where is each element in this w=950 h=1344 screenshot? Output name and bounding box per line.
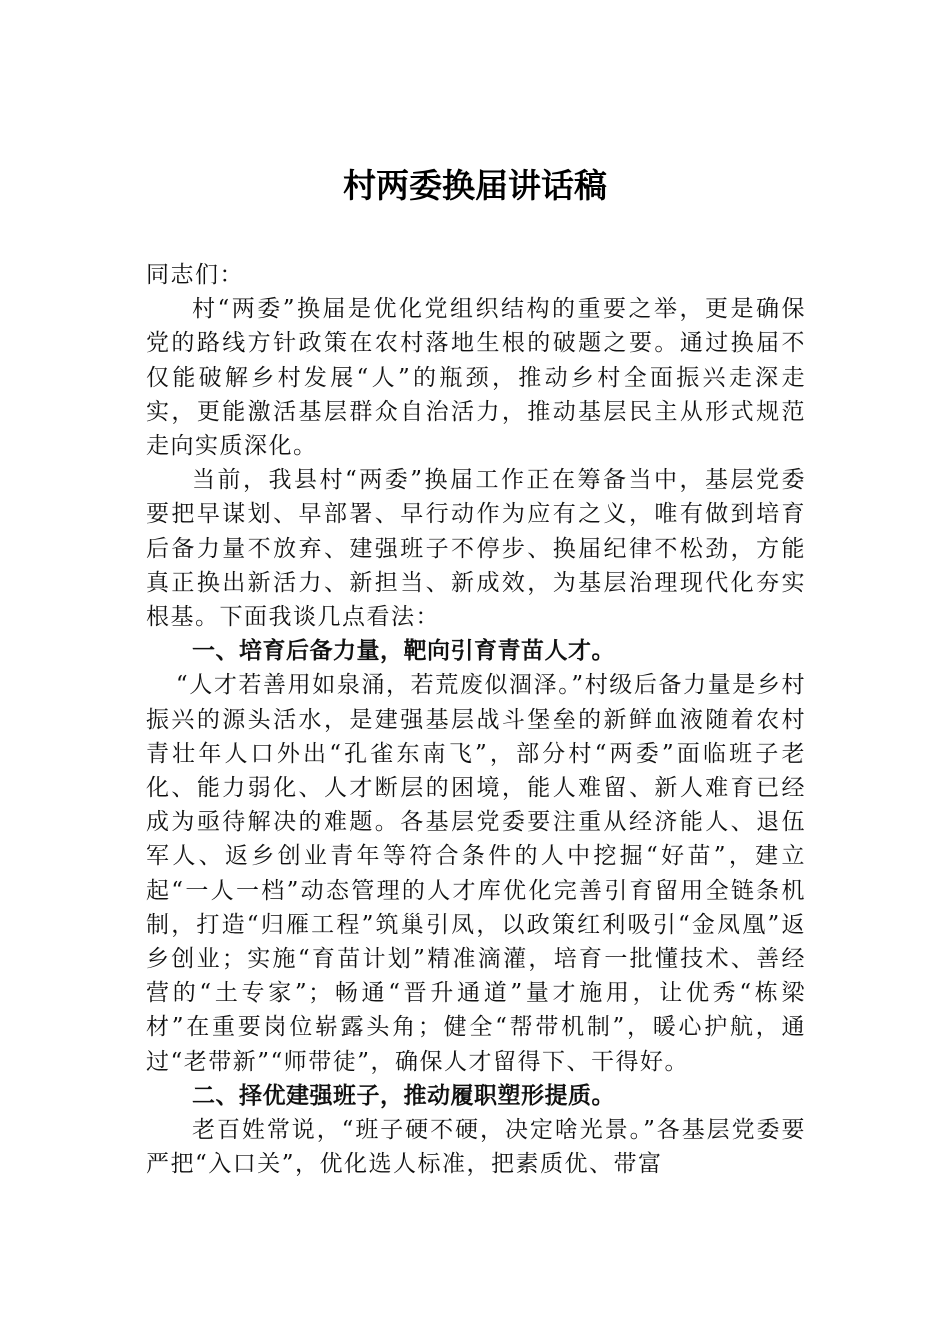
paragraph-intro: 村“两委”换届是优化党组织结构的重要之举，更是确保党的路线方针政策在农村落地生根的破题之要。通过换届不仅能破解乡村发展“人”的瓶颈，推动乡村全面振兴走深走实，更能激活基层群众自治活力，推动基层民主从形式规范走向实质深化。 bbox=[146, 296, 806, 460]
section-heading-2: 二、择优建强班子，推动履职塑形提质。 bbox=[192, 1082, 615, 1109]
section-body-1: “人才若善用如泉涌，若荒废似涸泽。”村级后备力量是乡村振兴的源头活水，是建强基层战斗堡垒的新鲜血液随着农村青壮年人口外出“孔雀东南飞”，部分村“两委”面临班子老化、能力弱化、人才断层的困境，能人难留、新人难育已经成为亟待解决的难题。各基层党委要注重从经济能人、退伍军人、返乡创业青年等符合条件的人中挖掘“好苗”，建立起“一人一档”动态管理的人才库优化完善引育留用全链条机制，打造“归雁工程”筑巢引凤，以政策红利吸引“金凤凰”返乡创业；实施“育苗计划”精准滴灌，培育一批懂技术、善经营的“土专家”；畅通“晋升通道”量才施用，让优秀“栋梁材”在重要岗位崭露头角；健全“帮带机制”，暖心护航，通过“老带新”“师带徒”，确保人才留得下、干得好。 bbox=[146, 672, 806, 1075]
section-body-2: 老百姓常说，“班子硬不硬，决定啥光景。”各基层党委要严把“入口关”，优化选人标准，把素质优、带富 bbox=[146, 1117, 806, 1178]
greeting: 同志们： bbox=[146, 262, 244, 288]
document-body bbox=[146, 258, 806, 1181]
document-title: 村两委换届讲话稿 bbox=[343, 166, 607, 205]
paragraph-current-situation: 当前，我县村“两委”换届工作正在筹备当中，基层党委要把早谋划、早部署、早行动作为应有之义，唯有做到培育后备力量不放弃、建强班子不停步、换届纪律不松劲，方能真正换出新活力、新担当、新成效，为基层治理现代化夯实根基。下面我谈几点看法： bbox=[146, 467, 806, 631]
section-heading-1: 一、培育后备力量，靶向引育青苗人才。 bbox=[192, 638, 615, 665]
